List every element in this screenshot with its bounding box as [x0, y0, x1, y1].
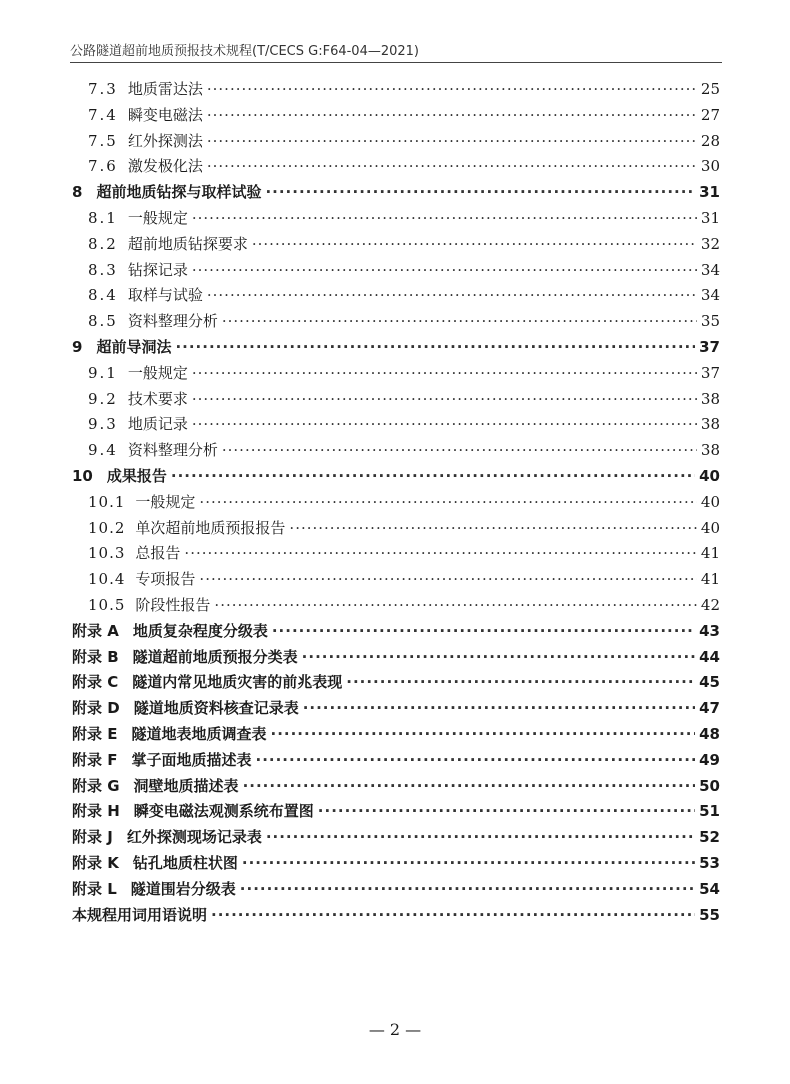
toc-entry-number: 附录 B	[72, 647, 119, 666]
toc-leader-dots	[214, 592, 696, 618]
toc-entry-title: 超前地质钻探要求	[127, 234, 248, 253]
toc-leader-dots	[192, 411, 697, 437]
toc-entry[interactable]	[72, 850, 720, 876]
toc-leader-dots	[252, 231, 697, 257]
toc-entry-page: 52	[699, 828, 720, 847]
toc-entry-page: 38	[700, 389, 720, 408]
toc-leader-dots	[242, 850, 695, 876]
toc-leader-dots	[207, 153, 697, 179]
toc-leader-dots	[207, 102, 697, 128]
running-header: 公路隧道超前地质预报技术规程(T/CECS G:F64-04—2021)	[70, 44, 420, 59]
toc-entry[interactable]	[72, 876, 720, 902]
toc-entry-page: 49	[699, 750, 720, 769]
toc-entry-page: 31	[700, 209, 720, 227]
toc-entry-title: 红外探测现场记录表	[126, 828, 262, 847]
toc-entry[interactable]	[88, 102, 720, 128]
toc-entry-page: 44	[699, 647, 720, 666]
toc-entry[interactable]	[88, 282, 720, 308]
toc-entry[interactable]	[72, 644, 720, 670]
toc-leader-dots	[171, 463, 695, 489]
toc-entry-number: 9.2	[88, 389, 118, 408]
toc-entry-title: 红外探测法	[127, 131, 203, 150]
toc-entry[interactable]	[88, 360, 720, 386]
toc-entry-page: 34	[700, 286, 720, 305]
toc-entry-number: 7.5	[88, 131, 118, 150]
toc-entry-number: 7.6	[88, 157, 118, 176]
header-rule	[70, 62, 722, 63]
toc-entry[interactable]	[88, 515, 720, 541]
toc-entry-number: 10.3	[88, 544, 126, 563]
toc-entry-title: 专项报告	[135, 570, 196, 589]
toc-entry-title: 地质雷达法	[127, 80, 203, 98]
toc-entry-page: 34	[700, 260, 720, 279]
toc-leader-dots	[175, 334, 695, 360]
toc-leader-dots	[266, 824, 695, 850]
toc-entry-number: 7.3	[88, 80, 118, 98]
toc-entry-page: 42	[700, 596, 720, 614]
toc-entry-number: 附录 C	[72, 673, 119, 692]
toc-entry-number: 附录 L	[72, 879, 117, 898]
toc-entry[interactable]	[88, 231, 720, 257]
toc-entry-page: 41	[700, 570, 720, 589]
toc-entry-title: 超前导洞法	[96, 338, 172, 356]
toc-entry-title: 阶段性报告	[135, 596, 211, 614]
toc-entry-page: 45	[699, 673, 720, 692]
toc-entry[interactable]	[72, 824, 720, 850]
toc-entry[interactable]	[88, 566, 720, 592]
toc-entry[interactable]	[72, 747, 720, 773]
toc-leader-dots	[222, 308, 697, 334]
toc-entry[interactable]	[72, 334, 720, 360]
toc-entry-title: 本规程用词用语说明	[72, 905, 208, 924]
toc-entry-number: 附录 K	[72, 854, 119, 872]
toc-entry-page: 40	[700, 518, 720, 537]
toc-entry-title: 资料整理分析	[127, 441, 218, 460]
toc-entry-title: 激发极化法	[127, 157, 203, 176]
toc-entry[interactable]	[88, 76, 720, 102]
toc-leader-dots	[272, 618, 695, 644]
toc-leader-dots	[207, 128, 697, 154]
toc-entry[interactable]	[88, 386, 720, 412]
toc-entry-title: 一般规定	[127, 209, 188, 227]
toc-entry-page: 50	[699, 776, 720, 795]
page-number: — 2 —	[368, 1020, 422, 1039]
toc-entry[interactable]	[88, 437, 720, 463]
toc-entry-number: 9.1	[88, 363, 118, 382]
toc-entry-title: 钻孔地质柱状图	[132, 854, 238, 872]
toc-entry-number: 9	[72, 338, 83, 356]
toc-entry[interactable]	[72, 618, 720, 644]
toc-entry-number: 9.3	[88, 415, 118, 434]
toc-entry-title: 资料整理分析	[127, 312, 218, 331]
toc-entry-number: 10.5	[88, 596, 126, 614]
toc-leader-dots	[318, 798, 695, 824]
toc-entry-page: 28	[700, 131, 720, 150]
toc-leader-dots	[184, 540, 696, 566]
toc-entry-page: 40	[700, 492, 720, 511]
toc-entry[interactable]	[72, 798, 720, 824]
toc-entry-number: 附录 A	[72, 621, 119, 640]
toc-entry-title: 隧道地质资料核查记录表	[133, 699, 299, 718]
toc-entry-number: 8.4	[88, 286, 118, 305]
toc-entry[interactable]	[72, 695, 720, 721]
toc-entry[interactable]	[88, 411, 720, 437]
toc-leader-dots	[289, 515, 696, 541]
toc-entry[interactable]	[88, 489, 720, 515]
toc-entry-page: 55	[699, 905, 720, 924]
toc-entry-number: 8.2	[88, 234, 118, 253]
toc-entry-number: 附录 G	[72, 776, 120, 795]
toc-entry-title: 洞壁地质描述表	[133, 776, 239, 795]
toc-leader-dots	[265, 179, 695, 205]
toc-entry-number: 10.1	[88, 492, 126, 511]
toc-entry-title: 地质复杂程度分级表	[132, 621, 268, 640]
toc-entry-page: 53	[699, 854, 720, 872]
toc-entry-page: 54	[699, 879, 720, 898]
toc-entry-number: 7.4	[88, 105, 118, 124]
toc-entry-page: 47	[699, 699, 720, 718]
toc-entry-number: 附录 D	[72, 699, 120, 718]
toc-entry-title: 掌子面地质描述表	[131, 750, 252, 769]
toc-entry-page: 51	[699, 802, 720, 821]
toc-entry-page: 41	[700, 544, 720, 563]
toc-entry-page: 40	[699, 467, 720, 485]
toc-entry[interactable]	[72, 773, 720, 799]
toc-leader-dots	[346, 669, 695, 695]
toc-leader-dots	[207, 282, 697, 308]
toc-entry-title: 超前地质钻探与取样试验	[96, 183, 262, 202]
toc-entry-number: 附录 F	[72, 750, 118, 769]
toc-leader-dots	[192, 386, 697, 412]
toc-leader-dots	[271, 721, 696, 747]
toc-entry[interactable]	[88, 540, 720, 566]
toc-entry-page: 32	[700, 234, 720, 253]
toc-entry[interactable]	[72, 463, 720, 489]
toc-entry-title: 瞬变电磁法	[127, 105, 203, 124]
toc-entry-number: 附录 H	[72, 802, 120, 821]
toc-entry-number: 8.3	[88, 260, 118, 279]
toc-entry-page: 48	[699, 725, 720, 743]
toc-entry-title: 隧道内常见地质灾害的前兆表现	[132, 673, 343, 692]
toc-entry-page: 27	[700, 105, 720, 124]
toc-leader-dots	[302, 644, 695, 670]
toc-entry[interactable]	[88, 257, 720, 283]
toc-entry[interactable]	[72, 902, 720, 928]
toc-entry[interactable]	[72, 669, 720, 695]
toc-entry-page: 38	[700, 441, 720, 460]
toc-entry-number: 附录 J	[72, 828, 113, 847]
toc-entry-title: 成果报告	[106, 467, 167, 485]
toc-entry[interactable]	[88, 128, 720, 154]
toc-leader-dots	[243, 773, 696, 799]
toc-leader-dots	[303, 695, 695, 721]
toc-leader-dots	[256, 747, 696, 773]
toc-entry-number: 8.1	[88, 209, 118, 227]
toc-entry[interactable]	[72, 721, 720, 747]
toc-leader-dots	[240, 876, 695, 902]
toc-entry-number: 8.5	[88, 312, 118, 331]
toc-entry-title: 隧道地表地质调查表	[131, 725, 267, 743]
toc-entry-number: 附录 E	[72, 725, 118, 743]
toc-entry-number: 10.4	[88, 570, 126, 589]
toc-entry-page: 35	[700, 312, 720, 331]
toc-entry[interactable]	[72, 179, 720, 205]
toc-entry-title: 技术要求	[127, 389, 188, 408]
toc-entry-title: 隧道超前地质预报分类表	[132, 647, 298, 666]
toc-entry-page: 37	[700, 363, 720, 382]
toc-entry-number: 8	[72, 183, 83, 202]
toc-entry-title: 取样与试验	[127, 286, 203, 305]
toc-leader-dots	[199, 566, 696, 592]
toc-leader-dots	[222, 437, 697, 463]
toc-entry-page: 37	[699, 338, 720, 356]
toc-entry-title: 隧道围岩分级表	[130, 879, 236, 898]
toc-entry-title: 瞬变电磁法观测系统布置图	[133, 802, 314, 821]
toc-entry-title: 总报告	[135, 544, 181, 563]
toc-leader-dots	[192, 360, 697, 386]
toc-entry-title: 单次超前地质预报报告	[135, 518, 286, 537]
toc-entry-page: 38	[700, 415, 720, 434]
toc-entry-page: 25	[700, 80, 720, 98]
toc-entry-number: 10	[72, 467, 93, 485]
toc-entry-page: 30	[700, 157, 720, 176]
toc-entry-page: 31	[699, 183, 720, 202]
toc-entry-title: 地质记录	[127, 415, 188, 434]
toc-entry-number: 9.4	[88, 441, 118, 460]
toc-entry-title: 钻探记录	[127, 260, 188, 279]
toc-entry-title: 一般规定	[135, 492, 196, 511]
toc-entry-number: 10.2	[88, 518, 126, 537]
toc-entry-title: 一般规定	[127, 363, 188, 382]
toc-entry[interactable]	[88, 153, 720, 179]
toc-leader-dots	[192, 257, 697, 283]
toc-leader-dots	[199, 489, 696, 515]
toc-leader-dots	[192, 205, 697, 231]
toc-entry[interactable]	[88, 308, 720, 334]
toc-leader-dots	[207, 76, 697, 102]
toc-entry-page: 43	[699, 621, 720, 640]
toc-entry[interactable]	[88, 592, 720, 618]
toc-leader-dots	[211, 902, 695, 928]
toc-entry[interactable]	[88, 205, 720, 231]
